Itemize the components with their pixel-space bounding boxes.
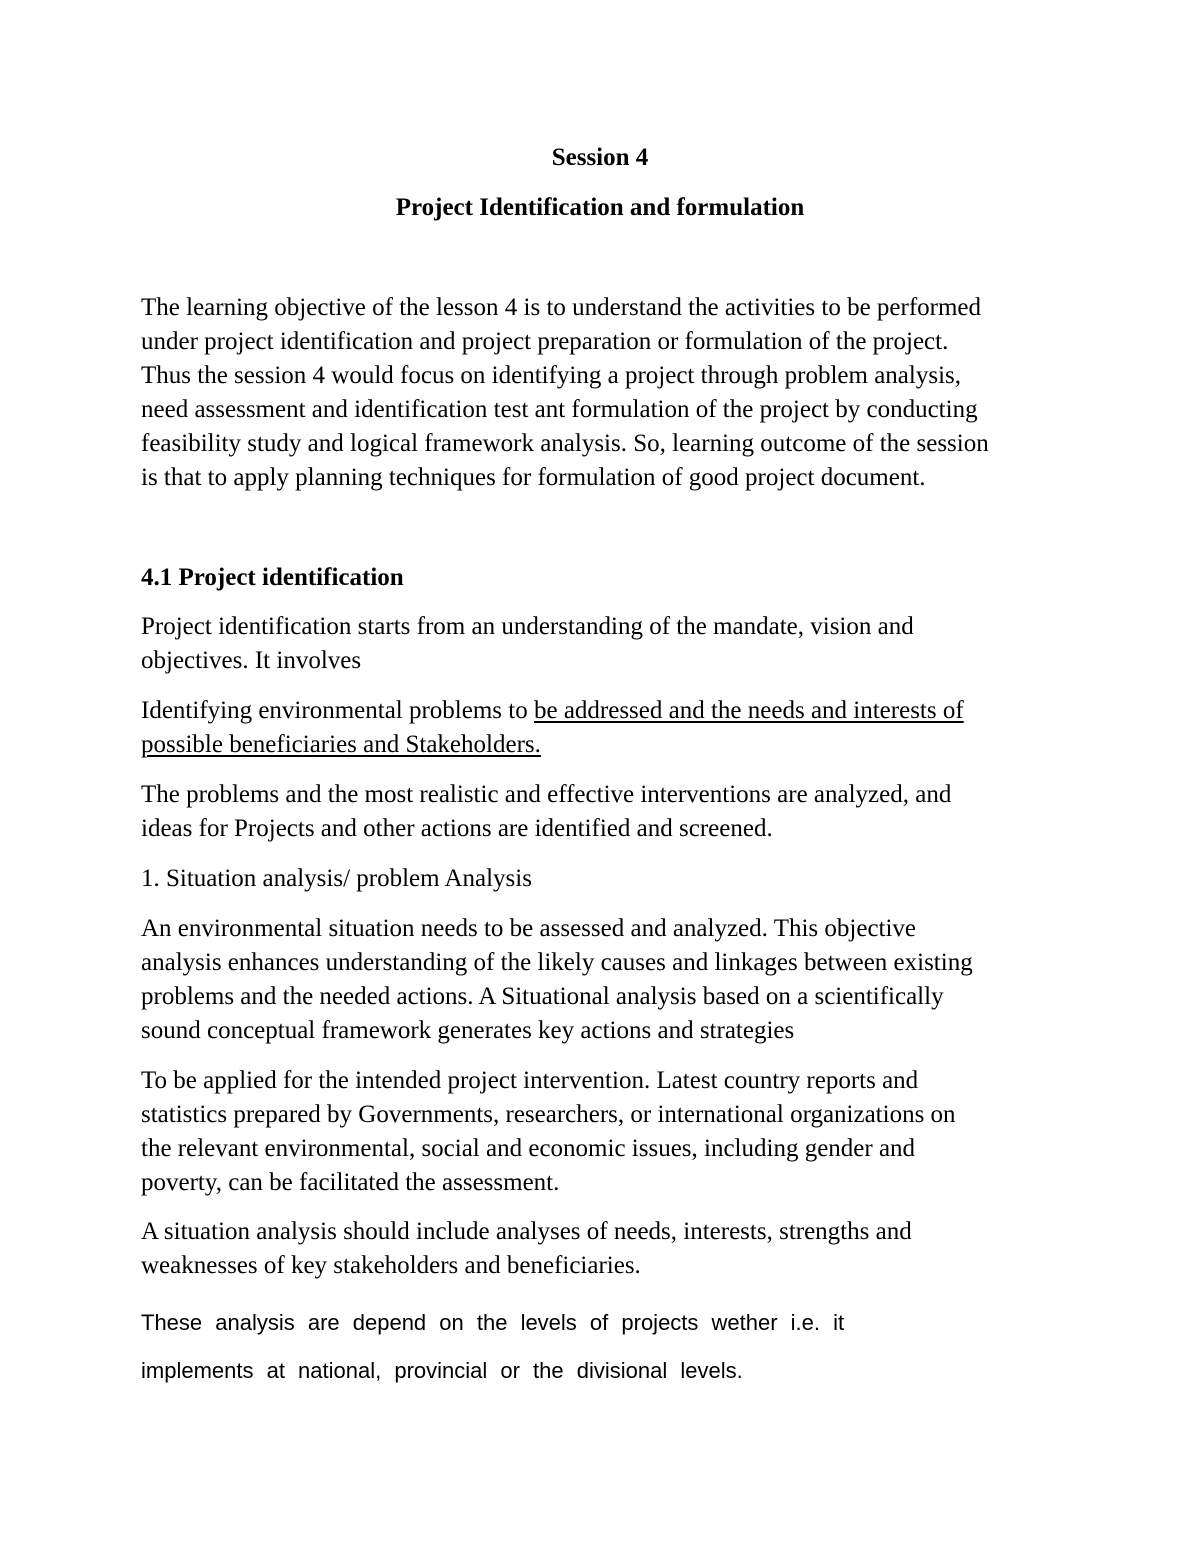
intro-paragraph [141,291,989,495]
underlined-text: possible beneficiaries and Stakeholders. [141,731,541,758]
intro-line: is that to apply planning techniques for formulation of good project document. [141,464,926,491]
paragraph-line: These analysis are depend on the levels of projects wether i.e. it [141,1310,845,1335]
paragraph-line: analysis enhances understanding of the likely causes and linkages between existing [141,949,973,976]
paragraph-levels [141,1299,844,1395]
section-heading: 4.1 Project identification [141,564,404,591]
paragraph-line: Project identification starts from an understanding of the mandate, vision and [141,613,914,640]
paragraph-line: weaknesses of key stakeholders and beneficiaries. [141,1252,641,1279]
subheading: 1. Situation analysis/ problem Analysis [141,865,532,892]
paragraph-line [141,694,964,728]
paragraph-line: The problems and the most realistic and effective interventions are analyzed, and [141,781,952,808]
paragraph-line: implements at national, provincial or the divisional levels. [141,1358,743,1383]
paragraph-problems [141,778,951,846]
document-title: Project Identification and formulation [395,194,805,221]
intro-line: The learning objective of the lesson 4 is to understand the activities to be performed [141,294,982,321]
intro-line: under project identification and project preparation or formulation of the project. [141,328,949,355]
intro-line: need assessment and identification test ant formulation of the project by conducting [141,396,978,423]
paragraph-line: A situation analysis should include analyses of needs, interests, strengths and [141,1218,912,1245]
paragraph-identification [141,610,914,678]
session-label: Session 4 [551,144,649,171]
plain-text: Identifying environmental problems to [141,697,534,724]
paragraph-stakeholders [141,1215,912,1283]
underlined-text: be addressed and the needs and interests of [533,697,964,724]
intro-line: Thus the session 4 would focus on identifying a project through problem analysis, [141,362,962,389]
paragraph-line: the relevant environmental, social and economic issues, including gender and [141,1135,916,1162]
paragraph-line: An environmental situation needs to be assessed and analyzed. This objective [141,915,917,942]
paragraph-line: sound conceptual framework generates key actions and strategies [141,1017,795,1044]
intro-line: feasibility study and logical framework analysis. So, learning outcome of the session [141,430,989,457]
paragraph-line: To be applied for the intended project intervention. Latest country reports and [141,1067,919,1094]
paragraph-line: statistics prepared by Governments, researchers, or international organizations on [141,1101,956,1128]
paragraph-situation [141,912,973,1048]
paragraph-line: poverty, can be facilitated the assessment. [141,1169,560,1196]
paragraph-environmental-problems [141,694,964,762]
paragraph-line: ideas for Projects and other actions are identified and screened. [141,815,773,842]
paragraph-applied [141,1064,956,1200]
paragraph-line: problems and the needed actions. A Situational analysis based on a scientifically [141,983,944,1010]
paragraph-line: objectives. It involves [141,647,362,674]
